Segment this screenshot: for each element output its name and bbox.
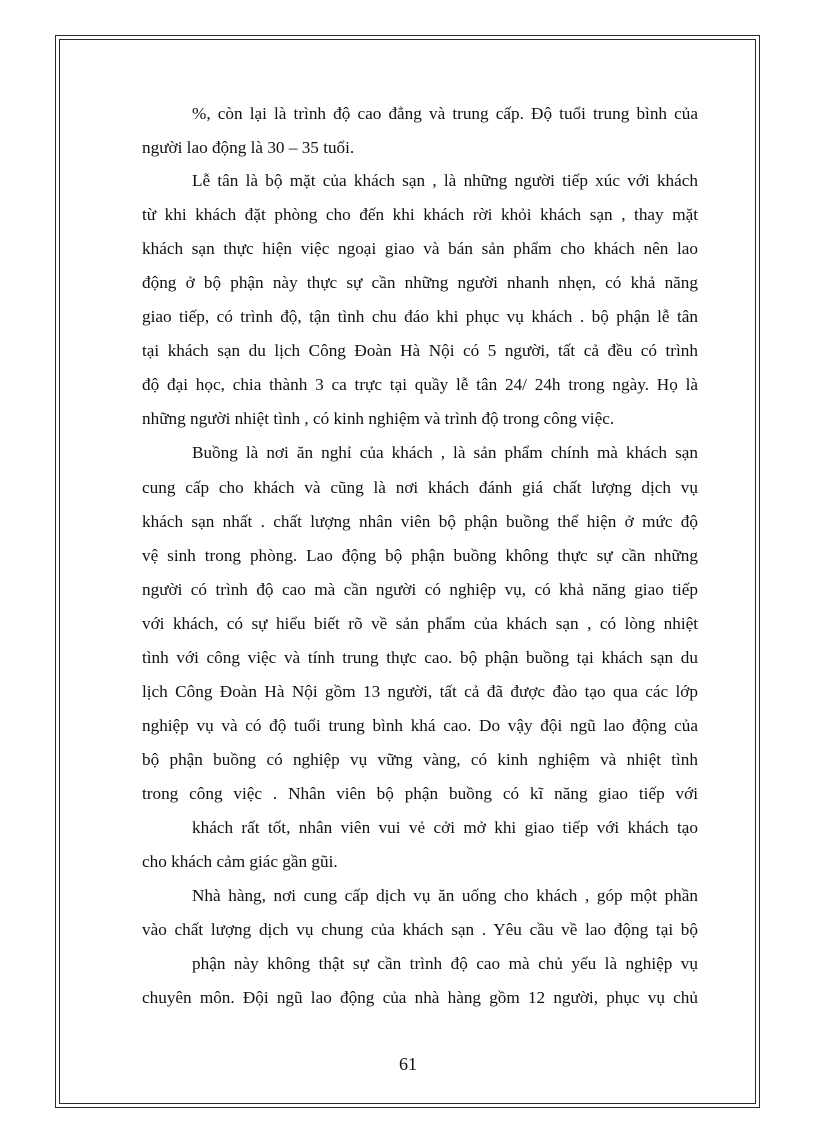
text-line: người có trình độ cao mà cần người có nghiệp vụ, có khả năng giao tiếp bbox=[142, 580, 698, 599]
text-line: khách rất tốt, nhân viên vui vẻ cởi mở khi giao tiếp với khách tạo bbox=[192, 818, 698, 837]
page-border-inner bbox=[59, 39, 756, 1104]
text-line: cho khách cảm giác gần gũi. bbox=[142, 852, 338, 871]
text-line: lịch Công Đoàn Hà Nội gồm 13 người, tất cả đã được đào tạo qua các lớp bbox=[142, 682, 698, 701]
text-line: phận này không thật sự cần trình độ cao mà chủ yếu là nghiệp vụ bbox=[192, 954, 698, 973]
text-line: những người nhiệt tình , có kinh nghiệm và trình độ trong công việc. bbox=[142, 409, 615, 428]
text-line: chuyên môn. Đội ngũ lao động của nhà hàng gồm 12 người, phục vụ chủ bbox=[142, 988, 698, 1007]
text-line: độ đại học, chia thành 3 ca trực tại quầy lễ tân 24/ 24h trong ngày. Họ là bbox=[142, 375, 698, 394]
text-line: với khách, có sự hiểu biết rõ về sản phẩm của khách sạn , có lòng nhiệt bbox=[142, 614, 698, 633]
text-line: cung cấp cho khách và cũng là nơi khách đánh giá chất lượng dịch vụ bbox=[142, 478, 698, 497]
text-line: tại khách sạn du lịch Công Đoàn Hà Nội có 5 người, tất cả đều có trình bbox=[142, 341, 698, 360]
text-line: trong công việc . Nhân viên bộ phận buồng có kĩ năng giao tiếp với bbox=[142, 784, 698, 803]
page-border bbox=[55, 35, 760, 1108]
text-line: từ khi khách đặt phòng cho đến khi khách rời khỏi khách sạn , thay mặt bbox=[142, 205, 698, 224]
text-line: khách sạn thực hiện việc ngoại giao và bán sản phẩm cho khách nên lao bbox=[142, 239, 698, 258]
text-line: Nhà hàng, nơi cung cấp dịch vụ ăn uống cho khách , góp một phần bbox=[192, 886, 698, 905]
text-line: Buồng là nơi ăn nghỉ của khách , là sản phẩm chính mà khách sạn bbox=[192, 443, 698, 462]
text-line: động ở bộ phận này thực sự cần những người nhanh nhẹn, có khả năng bbox=[142, 273, 698, 292]
text-line: vào chất lượng dịch vụ chung của khách sạn . Yêu cầu về lao động tại bộ bbox=[142, 920, 698, 939]
text-line: tình với công việc và tính trung thực cao. bộ phận buồng tại khách sạn du bbox=[142, 648, 698, 667]
text-line: Lễ tân là bộ mặt của khách sạn , là những người tiếp xúc với khách bbox=[192, 171, 698, 190]
text-line: nghiệp vụ và có độ tuổi trung bình khá cao. Do vậy đội ngũ lao động của bbox=[142, 716, 698, 735]
text-line: người lao động là 30 – 35 tuổi. bbox=[142, 138, 355, 157]
text-line: vệ sinh trong phòng. Lao động bộ phận buồng không thực sự cần những bbox=[142, 546, 698, 565]
text-line: %, còn lại là trình độ cao đẳng và trung cấp. Độ tuổi trung bình của bbox=[192, 104, 698, 123]
text-line: khách sạn nhất . chất lượng nhân viên bộ phận buồng thể hiện ở mức độ bbox=[142, 512, 698, 531]
page-number: 61 bbox=[399, 1054, 417, 1074]
text-line: bộ phận buồng có nghiệp vụ vững vàng, có kinh nghiệm và nhiệt tình bbox=[142, 750, 698, 769]
text-line: giao tiếp, có trình độ, tận tình chu đáo khi phục vụ khách . bộ phận lễ tân bbox=[142, 307, 698, 326]
